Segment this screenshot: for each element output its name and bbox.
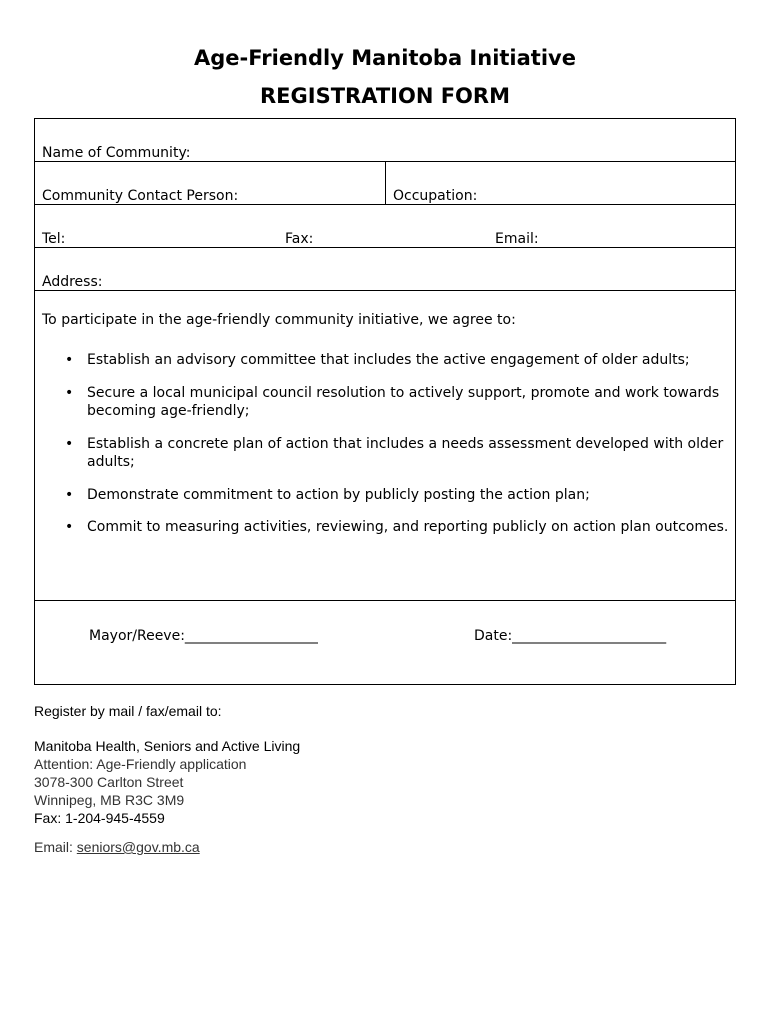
list-item xyxy=(35,435,735,472)
divider xyxy=(35,290,735,291)
fax-field[interactable]: Fax: xyxy=(285,231,314,247)
address-field[interactable]: Address: xyxy=(42,274,103,290)
email-link[interactable]: seniors@gov.mb.ca xyxy=(76,839,200,855)
agreement-list xyxy=(35,351,735,551)
list-item-text: Demonstrate commitment to action by publicly posting the action plan; xyxy=(87,486,590,503)
fax-number: Fax: 1-204-945-4559 xyxy=(34,810,165,826)
mayor-reeve-signature-field[interactable]: Mayor/Reeve:___________________ xyxy=(89,628,318,644)
divider-vertical xyxy=(385,161,386,204)
bullet-icon: • xyxy=(65,519,74,535)
agreement-intro: To participate in the age-friendly community initiative, we agree to: xyxy=(42,312,516,328)
bullet-icon: • xyxy=(65,435,74,452)
list-item xyxy=(35,518,735,537)
registration-form xyxy=(34,118,736,685)
email-label: Email: xyxy=(34,839,77,855)
city-postal: Winnipeg, MB R3C 3M9 xyxy=(34,792,185,808)
bullet-icon: • xyxy=(65,352,74,368)
form-subtitle: REGISTRATION FORM xyxy=(260,84,510,108)
divider xyxy=(35,600,735,601)
contact-person-field[interactable]: Community Contact Person: xyxy=(42,188,239,204)
list-item xyxy=(35,384,735,421)
street-address: 3078-300 Carlton Street xyxy=(34,774,184,790)
occupation-field[interactable]: Occupation: xyxy=(393,188,478,204)
attention-line: Attention: Age-Friendly application xyxy=(34,756,247,772)
bullet-icon: • xyxy=(65,384,74,401)
list-item-text: Establish an advisory committee that includes the active engagement of older adults; xyxy=(87,352,690,368)
register-instructions: Register by mail / fax/email to: xyxy=(34,703,222,719)
list-item xyxy=(35,351,735,370)
list-item xyxy=(35,486,735,505)
email-line xyxy=(34,838,200,856)
date-field[interactable]: Date:______________________ xyxy=(474,628,667,644)
bullet-icon: • xyxy=(65,486,74,503)
list-item-text: Commit to measuring activities, reviewing, and reporting publicly on action plan outcomes. xyxy=(87,519,729,535)
page-title: Age-Friendly Manitoba Initiative xyxy=(194,46,576,70)
organization-name: Manitoba Health, Seniors and Active Living xyxy=(34,738,301,754)
email-field[interactable]: Email: xyxy=(495,231,539,247)
divider xyxy=(35,247,735,248)
list-item-text: Establish a concrete plan of action that includes a needs assessment developed with older adults; xyxy=(87,435,724,470)
tel-field[interactable]: Tel: xyxy=(42,231,66,247)
name-of-community-field[interactable]: Name of Community: xyxy=(42,145,191,161)
list-item-text: Secure a local municipal council resolution to actively support, promote and work towards becoming age-friendly; xyxy=(87,384,720,419)
